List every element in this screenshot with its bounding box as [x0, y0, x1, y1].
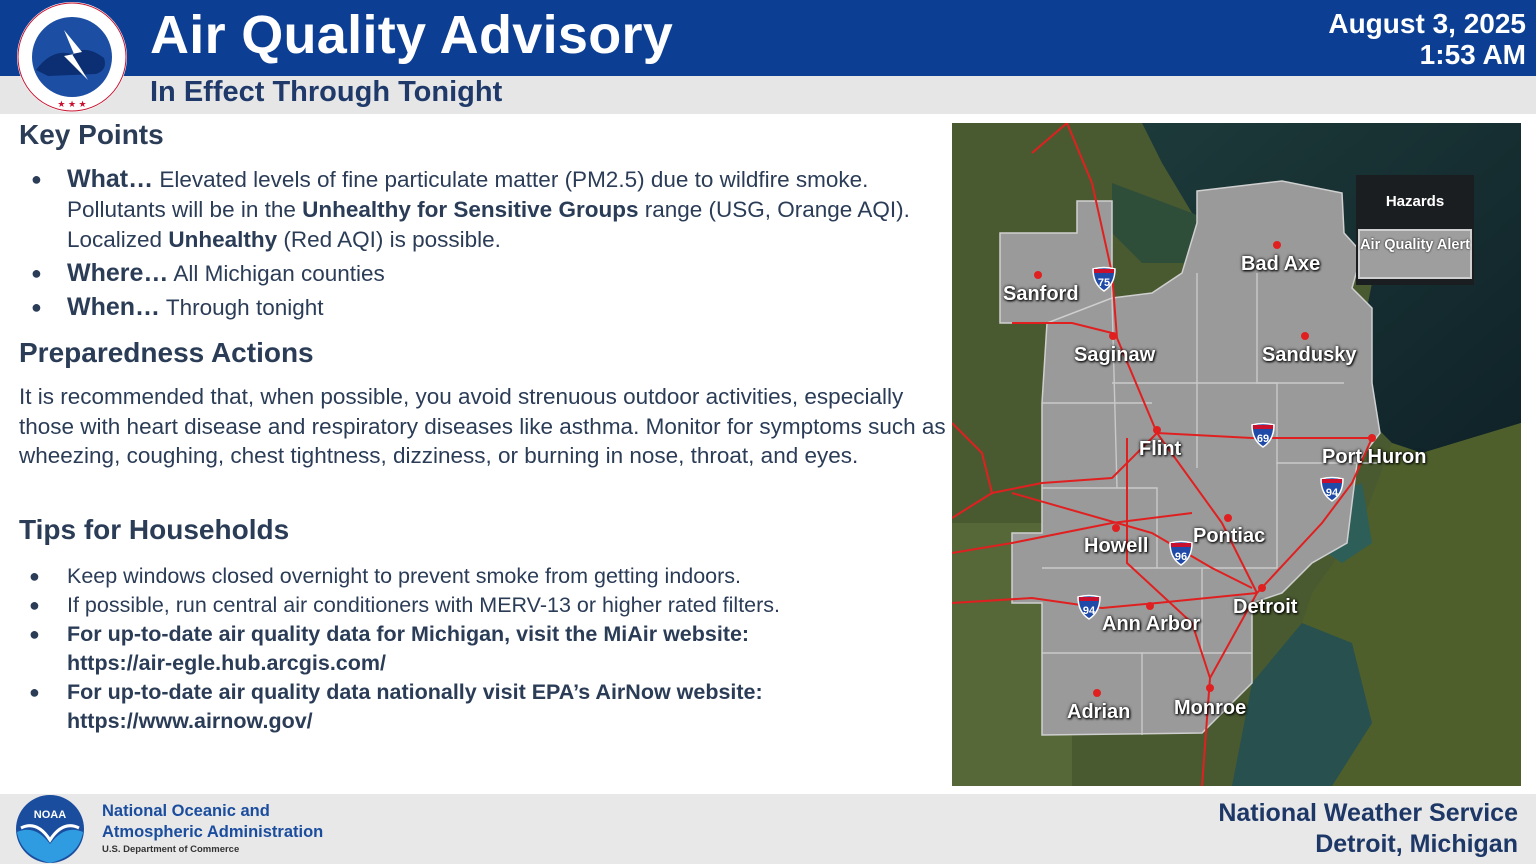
- what-text-1: Elevated levels of fine particulate matter (PM2.5) due to wildfire smoke. Pollutants will be in the: [67, 167, 869, 222]
- list-item: [19, 678, 949, 736]
- city-label-detroit: Detroit: [1233, 596, 1298, 618]
- noaa-logo: [15, 794, 85, 864]
- noaa-name-line2: Atmospheric Administration: [102, 823, 324, 841]
- bullet-icon: ●: [31, 169, 42, 189]
- miair-link[interactable]: https://air-egle.hub.arcgis.com/: [67, 651, 386, 675]
- bullet-icon: ●: [29, 682, 40, 702]
- what-bold-2: Unhealthy: [168, 227, 278, 252]
- header: [0, 0, 1536, 114]
- noaa-name-line1: National Oceanic and: [102, 802, 270, 820]
- svg-text:94: 94: [1082, 605, 1096, 617]
- interstate-shield-icon: [1250, 422, 1276, 448]
- preparedness-text: It is recommended that, when possible, you avoid strenuous outdoor activities, especially those with heart disease and respiratory diseases like asthma. Monitor for symptoms such as wheezing, coughing, chest tightness, dizziness, or burning in nose, throat, and eyes.: [19, 384, 946, 468]
- bullet-icon: ●: [31, 263, 42, 283]
- tip-text: If possible, run central air conditioners with MERV-13 or higher rated filters.: [67, 593, 781, 617]
- legend-item-air-quality-alert: Air Quality Alert: [1358, 229, 1472, 279]
- svg-text:69: 69: [1256, 433, 1270, 445]
- office-line2: Detroit, Michigan: [1315, 830, 1518, 858]
- preparedness-heading: Preparedness Actions: [19, 337, 314, 368]
- what-text-3: (Red AQI) is possible.: [277, 227, 501, 252]
- map-legend: [1356, 175, 1474, 285]
- list-item: [19, 562, 949, 591]
- list-item-what: [19, 164, 949, 255]
- when-text: Through tonight: [160, 295, 324, 320]
- bullet-icon: ●: [29, 624, 40, 644]
- key-points-list: [19, 164, 949, 326]
- page-title: Air Quality Advisory: [150, 5, 674, 65]
- city-label-bad-axe: Bad Axe: [1241, 253, 1321, 275]
- tips-heading: Tips for Households: [19, 514, 290, 545]
- city-label-howell: Howell: [1084, 535, 1149, 557]
- city-label-monroe: Monroe: [1174, 697, 1247, 719]
- city-label-sandusky: Sandusky: [1262, 344, 1357, 366]
- issue-date: August 3, 2025: [1328, 8, 1526, 39]
- list-item-where: [19, 258, 949, 289]
- airnow-link[interactable]: https://www.airnow.gov/: [67, 709, 313, 733]
- tip-text: Keep windows closed overnight to prevent smoke from getting indoors.: [67, 564, 742, 588]
- tips-list: [19, 562, 949, 736]
- city-label-ann-arbor: Ann Arbor: [1102, 613, 1201, 635]
- bullet-icon: ●: [29, 595, 40, 615]
- interstate-shield-icon: [1091, 266, 1117, 292]
- svg-text:★ ★ ★: ★ ★ ★: [57, 99, 87, 109]
- city-label-port-huron: Port Huron: [1322, 446, 1427, 468]
- svg-text:75: 75: [1097, 277, 1111, 289]
- city-label-sanford: Sanford: [1003, 283, 1079, 305]
- bullet-icon: ●: [29, 566, 40, 586]
- svg-text:96: 96: [1174, 551, 1188, 563]
- what-bold-1: Unhealthy for Sensitive Groups: [302, 197, 639, 222]
- what-text-2: range (USG, Orange AQI). Localized: [67, 197, 910, 252]
- interstate-shield-icon: [1076, 594, 1102, 620]
- svg-text:94: 94: [1325, 487, 1339, 499]
- city-label-saginaw: Saginaw: [1074, 344, 1156, 366]
- office-line1: National Weather Service: [1218, 799, 1518, 827]
- city-label-flint: Flint: [1139, 438, 1182, 460]
- city-label-adrian: Adrian: [1067, 701, 1131, 723]
- tip-text: For up-to-date air quality data for Michigan, visit the MiAir website:: [67, 622, 750, 646]
- where-text: All Michigan counties: [168, 261, 385, 286]
- nws-logo: [12, 0, 132, 114]
- office-name: [1218, 798, 1518, 860]
- city-label-pontiac: Pontiac: [1193, 525, 1266, 547]
- bullet-icon: ●: [31, 297, 42, 317]
- page-subtitle: In Effect Through Tonight: [150, 76, 503, 108]
- list-item: [19, 620, 949, 678]
- what-lead: What…: [67, 165, 154, 193]
- issue-datetime: [1328, 8, 1526, 70]
- interstate-shield-icon: [1319, 476, 1345, 502]
- legend-title: Hazards: [1385, 193, 1445, 210]
- tip-text: For up-to-date air quality data nationally visit EPA’s AirNow website:: [67, 680, 763, 704]
- svg-text:NOAA: NOAA: [33, 809, 67, 821]
- list-item-when: [19, 292, 949, 323]
- footer: [0, 794, 1536, 864]
- issue-time: 1:53 AM: [1419, 39, 1526, 70]
- noaa-name: [102, 801, 323, 843]
- advisory-map: [952, 123, 1521, 786]
- where-lead: Where…: [67, 259, 169, 287]
- list-item: [19, 591, 949, 620]
- interstate-shield-icon: [1168, 540, 1194, 566]
- noaa-department: U.S. Department of Commerce: [102, 844, 240, 855]
- key-points-heading: Key Points: [19, 119, 164, 150]
- when-lead: When…: [67, 293, 161, 321]
